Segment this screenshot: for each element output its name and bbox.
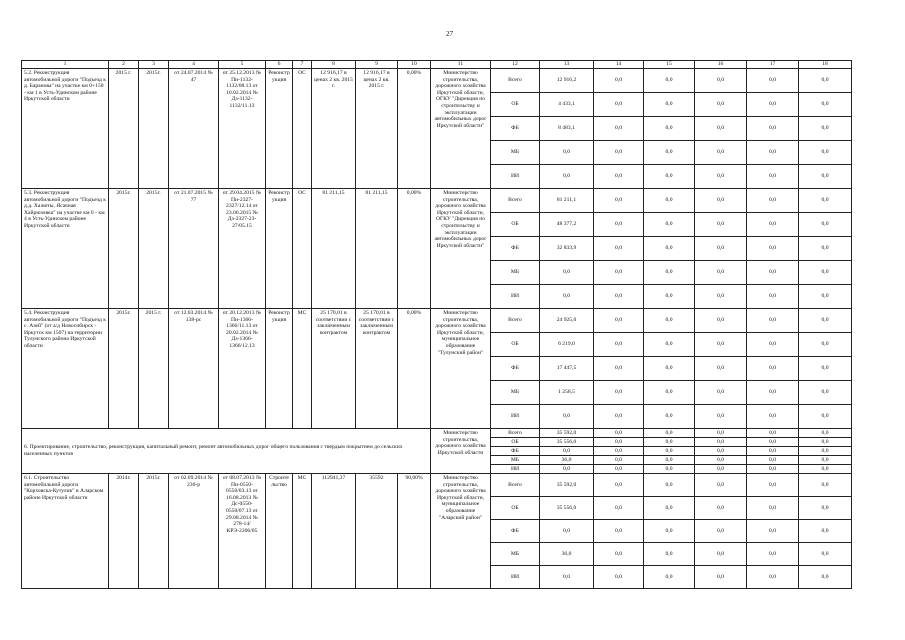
funding-value: 8 483,1 — [540, 117, 594, 141]
funding-source-label: ФБ — [491, 447, 540, 456]
funding-source-label: Всего — [491, 474, 540, 497]
funding-value: 0,0 — [695, 405, 747, 429]
funding-value: 0,0 — [594, 261, 644, 285]
funding-value: 0,0 — [644, 165, 695, 189]
funding-value: 0,0 — [799, 456, 852, 465]
program-table — [21, 60, 852, 589]
contract-cost-cell: 25 170,01 в соответствии с заключенным контрактом — [356, 309, 398, 429]
funding-value: 0,0 — [799, 405, 852, 429]
funding-value: 0,0 — [747, 357, 799, 381]
funding-value: 0,0 — [540, 447, 594, 456]
decision-doc-cell: от 21.07.2015 № 77 — [169, 189, 219, 309]
decision-doc-cell: от 24.07.2014 № 47 — [169, 69, 219, 189]
funding-value: 36,0 — [540, 543, 594, 566]
project-row — [22, 309, 852, 333]
funding-value: 0,0 — [799, 285, 852, 309]
funding-value: 0,0 — [747, 447, 799, 456]
funding-value: 0,0 — [747, 309, 799, 333]
funding-value: 0,0 — [644, 261, 695, 285]
funding-value: 0,0 — [695, 429, 747, 438]
start-year-cell: 2015г. — [109, 309, 139, 429]
responsible-party-cell: Министерство строительства, дорожного хозяйства Иркутской области, муниципальное образование "Тулунский район" — [431, 309, 491, 429]
funding-value: 0,0 — [594, 165, 644, 189]
funding-value: 0,0 — [799, 497, 852, 520]
expertise-doc-cell: от 08.07.2013 № Пи-0550-0550/03.13 от 16.08.2013 № Дс-0550-0550/07.13 от 29.08.2014 № 278-14/КРЭ-2206/05 — [219, 474, 266, 589]
column-number-12: 12 — [491, 61, 540, 69]
project-name-cell: 5.4. Реконструкция автомобильной дороги "Подъезд к с. Азей" (от а/д Новосибирск - Иркутск км 1507) на территории Тулунского района Иркутской области — [22, 309, 109, 429]
funding-value: 0,0 — [695, 357, 747, 381]
funding-value: 0,0 — [799, 333, 852, 357]
funding-source-label: ФБ — [491, 117, 540, 141]
column-number-7: 7 — [293, 61, 312, 69]
funding-value: 0,0 — [695, 309, 747, 333]
funding-value: 0,0 — [799, 429, 852, 438]
funding-value: 1 258,5 — [540, 381, 594, 405]
decision-doc-cell: от 02.09.2014 № 230-р — [169, 474, 219, 589]
funding-value: 0,0 — [747, 285, 799, 309]
funding-value: 0,0 — [594, 381, 644, 405]
project-row — [22, 69, 852, 93]
responsible-party-cell: Министерство строительства, дорожного хозяйства Иркутской области — [431, 429, 491, 474]
project-name-cell: 5.3. Реконструкция автомобильной дороги "Подъезд к д.д. Халюты, Ясачная Хайрюзовка" на участке км 0 - км 4 в Усть-Удинском районе Иркутской области — [22, 189, 109, 309]
funding-value: 0,0 — [799, 438, 852, 447]
funding-value: 0,0 — [695, 333, 747, 357]
work-type-cell: Реконструкция — [266, 189, 293, 309]
start-year-cell: 2015 г. — [109, 69, 139, 189]
funding-value: 0,0 — [799, 543, 852, 566]
funding-value: 0,0 — [594, 357, 644, 381]
funding-source-label: Всего — [491, 69, 540, 93]
funding-value: 0,0 — [747, 405, 799, 429]
funding-value: 0,0 — [747, 456, 799, 465]
funding-value: 0,0 — [799, 117, 852, 141]
funding-value: 0,0 — [594, 93, 644, 117]
funding-value: 0,0 — [695, 497, 747, 520]
funding-value: 0,0 — [594, 497, 644, 520]
funding-value: 0,0 — [747, 520, 799, 543]
funding-value: 0,0 — [594, 438, 644, 447]
funding-source-label: ИИ — [491, 465, 540, 474]
ownership-cell: ОС — [293, 189, 312, 309]
funding-value: 0,0 — [747, 117, 799, 141]
funding-value: 0,0 — [747, 93, 799, 117]
funding-value: 12 916,2 — [540, 69, 594, 93]
work-type-cell: Реконструкция — [266, 309, 293, 429]
funding-value: 35 592,0 — [540, 474, 594, 497]
estimated-cost-cell: 12 916,17 в ценах 2 кв. 2015 г. — [312, 69, 356, 189]
funding-value: 0,0 — [695, 438, 747, 447]
readiness-cell: 90,00% — [398, 474, 431, 589]
funding-value: 0,0 — [644, 309, 695, 333]
funding-value: 0,0 — [594, 543, 644, 566]
funding-value: 0,0 — [644, 333, 695, 357]
funding-value: 0,0 — [540, 261, 594, 285]
readiness-cell: 0,00% — [398, 309, 431, 429]
funding-source-label: МБ — [491, 381, 540, 405]
funding-value: 0,0 — [799, 465, 852, 474]
start-year-cell: 2015г. — [109, 189, 139, 309]
start-year-cell: 2014г. — [109, 474, 139, 589]
readiness-cell: 0,00% — [398, 189, 431, 309]
funding-value: 0,0 — [695, 474, 747, 497]
funding-value: 0,0 — [594, 405, 644, 429]
funding-value: 0,0 — [799, 141, 852, 165]
column-number-3: 3 — [139, 61, 169, 69]
column-number-8: 8 — [312, 61, 356, 69]
funding-value: 0,0 — [747, 69, 799, 93]
funding-value: 0,0 — [644, 213, 695, 237]
funding-value: 0,0 — [695, 456, 747, 465]
funding-value: 0,0 — [644, 93, 695, 117]
funding-value: 0,0 — [695, 566, 747, 589]
end-year-cell: 2015г. — [139, 474, 169, 589]
funding-value: 0,0 — [799, 213, 852, 237]
funding-source-label: ФБ — [491, 357, 540, 381]
project-row — [22, 189, 852, 213]
funding-value: 0,0 — [594, 465, 644, 474]
funding-value: 0,0 — [644, 456, 695, 465]
column-number-2: 2 — [109, 61, 139, 69]
funding-value: 0,0 — [644, 438, 695, 447]
funding-source-label: МБ — [491, 456, 540, 465]
ownership-cell: МС — [293, 309, 312, 429]
funding-value: 0,0 — [644, 285, 695, 309]
funding-value: 0,0 — [540, 520, 594, 543]
funding-value: 0,0 — [594, 474, 644, 497]
funding-value: 0,0 — [594, 285, 644, 309]
column-number-14: 14 — [594, 61, 644, 69]
funding-value: 0,0 — [644, 497, 695, 520]
funding-value: 0,0 — [747, 333, 799, 357]
funding-value: 0,0 — [594, 117, 644, 141]
funding-value: 0,0 — [695, 447, 747, 456]
funding-value: 0,0 — [644, 117, 695, 141]
funding-value: 0,0 — [695, 117, 747, 141]
funding-value: 0,0 — [799, 309, 852, 333]
funding-source-label: ОБ — [491, 93, 540, 117]
funding-value: 0,0 — [644, 566, 695, 589]
funding-value: 0,0 — [594, 456, 644, 465]
funding-value: 0,0 — [644, 237, 695, 261]
end-year-cell: 2015г. — [139, 69, 169, 189]
funding-value: 0,0 — [747, 165, 799, 189]
funding-source-label: ОБ — [491, 333, 540, 357]
funding-value: 0,0 — [747, 237, 799, 261]
funding-source-label: Всего — [491, 429, 540, 438]
funding-value: 32 833,9 — [540, 237, 594, 261]
project-row — [22, 474, 852, 497]
funding-value: 0,0 — [799, 447, 852, 456]
funding-value: 0,0 — [799, 93, 852, 117]
funding-value: 48 377,2 — [540, 213, 594, 237]
funding-value: 0,0 — [799, 474, 852, 497]
funding-value: 0,0 — [695, 69, 747, 93]
funding-value: 0,0 — [695, 189, 747, 213]
section-row — [22, 429, 852, 438]
funding-value: 0,0 — [594, 333, 644, 357]
funding-value: 0,0 — [644, 474, 695, 497]
decision-doc-cell: от 12.03.2014 № 138-рс — [169, 309, 219, 429]
funding-value: 0,0 — [747, 189, 799, 213]
column-number-15: 15 — [644, 61, 695, 69]
funding-value: 0,0 — [594, 429, 644, 438]
funding-value: 0,0 — [747, 141, 799, 165]
funding-value: 0,0 — [747, 381, 799, 405]
header-row — [22, 61, 852, 69]
funding-source-label: ОБ — [491, 497, 540, 520]
funding-value: 35 556,0 — [540, 438, 594, 447]
funding-value: 0,0 — [695, 261, 747, 285]
contract-cost-cell: 81 211,15 — [356, 189, 398, 309]
funding-value: 0,0 — [594, 566, 644, 589]
funding-source-label: ОБ — [491, 213, 540, 237]
funding-value: 0,0 — [594, 237, 644, 261]
ownership-cell: МС — [293, 474, 312, 589]
funding-value: 0,0 — [594, 189, 644, 213]
funding-source-label: Всего — [491, 189, 540, 213]
funding-value: 0,0 — [644, 357, 695, 381]
column-number-11: 11 — [431, 61, 491, 69]
funding-value: 0,0 — [695, 285, 747, 309]
contract-cost-cell: 12 916,17 в ценах 2 кв. 2015 г. — [356, 69, 398, 189]
funding-value: 36,0 — [540, 456, 594, 465]
column-number-1: 1 — [22, 61, 109, 69]
funding-value: 0,0 — [799, 165, 852, 189]
funding-value: 0,0 — [644, 465, 695, 474]
funding-value: 6 219,0 — [540, 333, 594, 357]
funding-value: 0,0 — [799, 520, 852, 543]
funding-value: 0,0 — [799, 357, 852, 381]
funding-value: 0,0 — [644, 141, 695, 165]
expertise-doc-cell: от 20.12.2013 № Пи-1366-1366/11.13 от 20.02.2014 № Дз-1366-1366/12.13 — [219, 309, 266, 429]
funding-value: 0,0 — [644, 429, 695, 438]
funding-value: 0,0 — [644, 447, 695, 456]
contract-cost-cell: 35592 — [356, 474, 398, 589]
funding-value: 0,0 — [540, 141, 594, 165]
column-number-6: 6 — [266, 61, 293, 69]
funding-value: 0,0 — [540, 566, 594, 589]
funding-source-label: ОБ — [491, 438, 540, 447]
funding-value: 0,0 — [540, 405, 594, 429]
funding-value: 35 556,0 — [540, 497, 594, 520]
expertise-doc-cell: от 25.12.2013 № Пи-1132-1132/08.13 от 10.02.2014 № Дз-1132-1132/11.13 — [219, 69, 266, 189]
funding-value: 35 592,0 — [540, 429, 594, 438]
funding-value: 0,0 — [747, 438, 799, 447]
funding-value: 0,0 — [594, 447, 644, 456]
funding-source-label: МБ — [491, 543, 540, 566]
funding-value: 0,0 — [594, 69, 644, 93]
column-number-18: 18 — [799, 61, 852, 69]
funding-value: 0,0 — [747, 261, 799, 285]
funding-value: 81 211,1 — [540, 189, 594, 213]
end-year-cell: 2015г. — [139, 189, 169, 309]
funding-value: 0,0 — [747, 497, 799, 520]
funding-value: 0,0 — [644, 520, 695, 543]
estimated-cost-cell: 81 211,15 — [312, 189, 356, 309]
funding-value: 0,0 — [695, 213, 747, 237]
funding-source-label: МБ — [491, 261, 540, 285]
funding-value: 0,0 — [747, 474, 799, 497]
column-number-5: 5 — [219, 61, 266, 69]
funding-value: 0,0 — [594, 213, 644, 237]
funding-value: 0,0 — [594, 520, 644, 543]
ownership-cell: ОС — [293, 69, 312, 189]
funding-value: 0,0 — [540, 465, 594, 474]
page-number: 27 — [446, 30, 453, 38]
funding-value: 0,0 — [594, 309, 644, 333]
funding-value: 0,0 — [695, 381, 747, 405]
end-year-cell: 2015 г. — [139, 309, 169, 429]
work-type-cell: Строительство — [266, 474, 293, 589]
funding-value: 0,0 — [799, 566, 852, 589]
funding-value: 0,0 — [695, 93, 747, 117]
funding-value: 0,0 — [540, 285, 594, 309]
funding-value: 0,0 — [695, 520, 747, 543]
column-number-17: 17 — [747, 61, 799, 69]
responsible-party-cell: Министерство строительства, дорожного хозяйства Иркутской области, ОГКУ "Дирекция по строительству и эксплуатации автомобильных дорог Иркутской области" — [431, 69, 491, 189]
funding-value: 0,0 — [695, 465, 747, 474]
funding-value: 0,0 — [644, 543, 695, 566]
funding-value: 0,0 — [747, 465, 799, 474]
funding-value: 0,0 — [799, 69, 852, 93]
work-type-cell: Реконструкция — [266, 69, 293, 189]
funding-source-label: ФБ — [491, 237, 540, 261]
funding-value: 0,0 — [799, 261, 852, 285]
funding-value: 0,0 — [695, 141, 747, 165]
column-number-4: 4 — [169, 61, 219, 69]
project-name-cell: 6.1. Строительство автомобильной дороги "Корховска-Кутулик" в Аларском районе Иркутской области — [22, 474, 109, 589]
funding-value: 0,0 — [747, 543, 799, 566]
column-number-9: 9 — [356, 61, 398, 69]
funding-source-label: Всего — [491, 309, 540, 333]
expertise-doc-cell: от 29.04.2015 № Пи-2327-2327/12.14 от 23.06.2015 № Дз-2327-23-27/05.15 — [219, 189, 266, 309]
column-number-13: 13 — [540, 61, 594, 69]
funding-value: 0,0 — [594, 141, 644, 165]
funding-value: 4 433,1 — [540, 93, 594, 117]
funding-value: 0,0 — [799, 381, 852, 405]
funding-source-label: ИИ — [491, 566, 540, 589]
section-title: 6. Проектирование, строительство, реконструкция, капитальный ремонт, ремонт автомобильных дорог общего пользования с твердым покрытием до сельских населенных пунктов — [22, 429, 431, 474]
column-number-16: 16 — [695, 61, 747, 69]
funding-value: 0,0 — [799, 237, 852, 261]
funding-value: 0,0 — [799, 189, 852, 213]
funding-value: 0,0 — [695, 237, 747, 261]
responsible-party-cell: Министерство строительства, дорожного хозяйства Иркутской области, ОГКУ "Дирекция по строительству и эксплуатации автомобильных дорог Иркутской области" — [431, 189, 491, 309]
funding-value: 17 447,5 — [540, 357, 594, 381]
funding-value: 0,0 — [540, 165, 594, 189]
funding-value: 0,0 — [644, 189, 695, 213]
project-name-cell: 5.2. Реконструкция автомобильной дороги "Подъезд к д. Баранова" на участке км 0+150 - км 1 в Усть-Удинском районе Иркутской области — [22, 69, 109, 189]
responsible-party-cell: Министерство строительства, дорожного хозяйства Иркутской области, муниципальное образование "Аларский район" — [431, 474, 491, 589]
readiness-cell: 0,00% — [398, 69, 431, 189]
table-body — [22, 69, 852, 589]
funding-value: 24 925,0 — [540, 309, 594, 333]
funding-value: 0,0 — [644, 69, 695, 93]
funding-source-label: ИИ — [491, 285, 540, 309]
funding-source-label: ФБ — [491, 520, 540, 543]
funding-value: 0,0 — [747, 429, 799, 438]
funding-value: 0,0 — [695, 165, 747, 189]
funding-source-label: МБ — [491, 141, 540, 165]
column-number-10: 10 — [398, 61, 431, 69]
funding-value: 0,0 — [644, 381, 695, 405]
funding-source-label: ИИ — [491, 405, 540, 429]
funding-source-label: ИИ — [491, 165, 540, 189]
estimated-cost-cell: 25 170,01 в соответствии с заключенным контрактом — [312, 309, 356, 429]
funding-value: 0,0 — [695, 543, 747, 566]
funding-value: 0,0 — [644, 405, 695, 429]
funding-value: 0,0 — [747, 566, 799, 589]
funding-value: 0,0 — [747, 213, 799, 237]
column-numbers-header — [22, 61, 852, 69]
estimated-cost-cell: 112941,37 — [312, 474, 356, 589]
